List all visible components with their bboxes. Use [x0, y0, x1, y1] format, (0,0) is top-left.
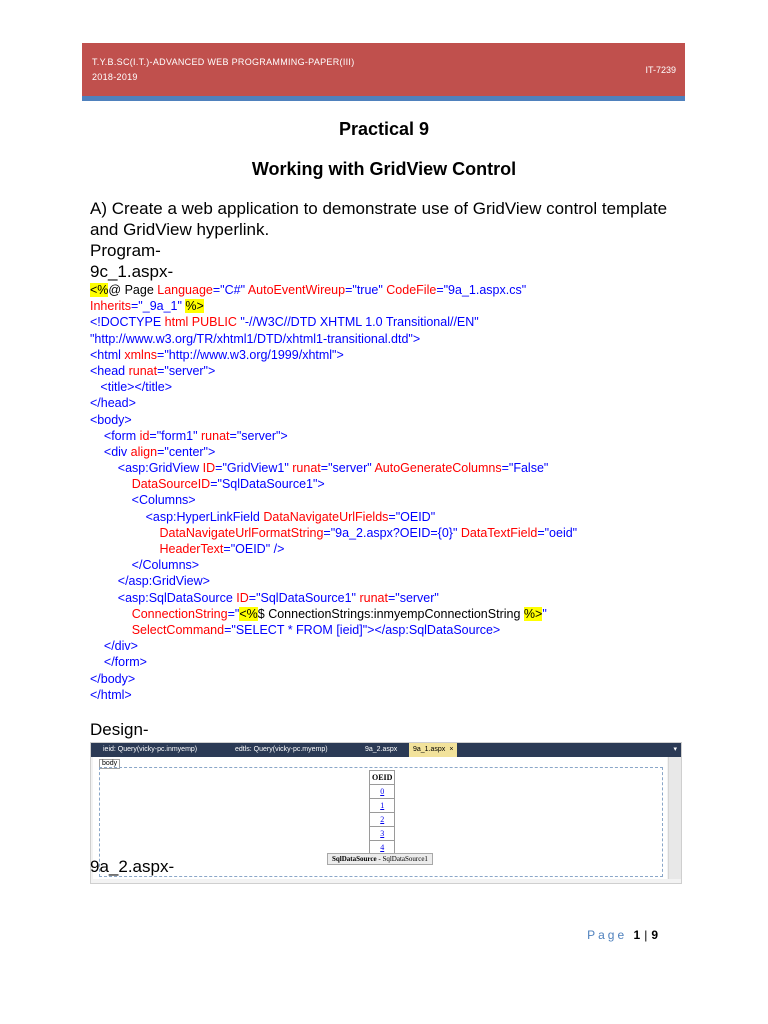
code-token: ID — [202, 461, 216, 476]
code-token: " — [542, 606, 547, 621]
code-token: ConnectionString — [131, 606, 228, 621]
code-line — [90, 444, 690, 460]
code-token: ="9a_1.aspx.cs" — [436, 283, 527, 297]
code-line — [90, 509, 690, 525]
design-canvas — [93, 757, 667, 879]
code-token: </form> — [90, 655, 147, 670]
code-token: xmlns — [124, 347, 158, 362]
code-token — [90, 477, 132, 491]
tab-label: 9a_2.aspx — [365, 746, 398, 753]
code-token: </div> — [90, 639, 138, 654]
page-word: Page — [587, 928, 628, 942]
code-token: DataNavigateUrlFormatString — [159, 525, 324, 540]
header-band — [82, 43, 685, 100]
practical-subtitle: Working with GridView Control — [251, 159, 517, 179]
code-token: AutoEventWireup — [247, 283, 346, 297]
code-token: ="server" — [320, 461, 375, 476]
code-token: ="C#" — [212, 283, 248, 297]
code-line — [90, 476, 690, 492]
code-token: ID — [236, 590, 249, 605]
code-token: ="server"> — [229, 428, 288, 443]
code-token: ="http://www.w3.org/1999/xhtml"> — [157, 347, 344, 362]
code-token: <% — [239, 606, 258, 621]
page-separator: | — [644, 928, 648, 942]
code-line — [90, 606, 690, 622]
code-token: DataSourceID — [131, 477, 211, 492]
grid-cell — [370, 799, 395, 813]
body-tag-label: body — [99, 759, 120, 769]
code-token: %> — [185, 299, 204, 314]
code-line — [90, 347, 690, 363]
code-listing — [90, 282, 690, 703]
code-token: <asp:HyperLinkField — [90, 509, 264, 524]
code-token: ="server"> — [157, 363, 216, 378]
code-line — [90, 363, 690, 379]
code-token: </asp:GridView> — [90, 574, 210, 589]
code-token: runat — [128, 363, 158, 378]
code-token: id — [139, 428, 150, 443]
code-line — [90, 282, 690, 298]
code-token: ="SELECT * FROM [ieid]"></asp:SqlDataSource> — [224, 622, 501, 637]
oeid-link[interactable]: 2 — [380, 815, 385, 824]
code-token: ="form1" — [149, 428, 202, 443]
code-token — [90, 623, 132, 637]
code-token: DataTextField — [460, 525, 538, 540]
code-line — [90, 298, 690, 314]
code-token: runat — [292, 461, 321, 476]
oeid-link[interactable]: 3 — [380, 829, 385, 838]
sds-id: - SqlDataSource1 — [376, 855, 428, 863]
code-token: "http://www.w3.org/TR/xhtml1/DTD/xhtml1-transitional.dtd"> — [90, 331, 421, 346]
code-token: CodeFile — [386, 283, 437, 297]
code-line — [90, 573, 690, 589]
close-icon[interactable]: × — [449, 746, 454, 753]
practical-title: Practical 9 — [338, 119, 430, 139]
code-token: %> — [523, 606, 543, 621]
code-token: <asp:SqlDataSource — [90, 590, 237, 605]
file-name-1: 9c_1.aspx- — [90, 262, 174, 281]
code-token: <asp:GridView — [90, 461, 203, 476]
vertical-scrollbar[interactable] — [668, 757, 681, 879]
tab-3[interactable] — [361, 743, 401, 757]
code-token: AutoGenerateColumns — [374, 461, 502, 476]
editor-tab-bar — [91, 743, 681, 757]
code-token: </body> — [90, 671, 136, 686]
code-token: </Columns> — [90, 558, 200, 573]
code-line — [90, 687, 690, 703]
code-token: "-//W3C//DTD XHTML 1.0 Transitional//EN" — [240, 315, 479, 330]
code-token: <!DOCTYPE — [90, 315, 165, 330]
code-line — [90, 638, 690, 654]
task-description: A) Create a web application to demonstrate use of GridView control template and GridView hyperlink. — [90, 199, 668, 239]
code-token: runat — [201, 428, 230, 443]
oeid-link[interactable]: 0 — [380, 787, 385, 796]
code-line — [90, 428, 690, 444]
code-token: </head> — [90, 396, 136, 411]
code-token: ="False" — [501, 461, 549, 476]
code-token: <body> — [90, 412, 132, 427]
tab-label: edtls: Query(vicky-pc.myemp) — [235, 746, 328, 753]
tab-label: 9a_1.aspx — [413, 746, 446, 753]
code-token — [90, 526, 159, 540]
code-token: $ ConnectionStrings:inmyempConnectionString — [257, 606, 524, 621]
code-token: <form — [90, 428, 140, 443]
code-line — [90, 395, 690, 411]
oeid-link[interactable]: 4 — [380, 843, 385, 852]
grid-header: OEID — [370, 771, 395, 785]
code-line — [90, 460, 690, 476]
code-token: ="GridView1" — [215, 461, 293, 476]
code-token: Inherits — [90, 299, 131, 314]
grid-cell — [370, 827, 395, 841]
code-token: ="OEID" — [388, 509, 436, 524]
code-token: Language — [157, 283, 213, 297]
header-year: 2018-2019 — [92, 72, 138, 82]
code-line — [90, 671, 690, 687]
code-line — [90, 654, 690, 670]
page-footer — [587, 928, 658, 942]
code-line — [90, 590, 690, 606]
code-token: <title></title> — [90, 380, 172, 395]
header-course: T.Y.B.SC(I.T.)-ADVANCED WEB PROGRAMMING-PAPER(III) — [92, 57, 355, 67]
tab-label: ieid: Query(vicky-pc.inmyemp) — [103, 746, 198, 753]
code-token: <head — [90, 363, 129, 378]
page-total: 9 — [651, 928, 658, 942]
file-name-2: 9a_2.aspx- — [90, 857, 175, 876]
code-token: align — [130, 444, 158, 459]
code-token: ="oeid" — [537, 525, 578, 540]
code-line — [90, 331, 690, 347]
code-token: <div — [90, 444, 131, 459]
code-line — [90, 412, 690, 428]
tab-2[interactable] — [231, 743, 332, 757]
code-line — [90, 622, 690, 638]
code-token: <% — [90, 283, 109, 297]
grid-cell — [370, 813, 395, 827]
header-accent-bar — [82, 96, 685, 101]
tab-1[interactable] — [99, 743, 201, 757]
grid-cell — [370, 785, 395, 799]
tab-4[interactable] — [409, 743, 457, 757]
code-line — [90, 541, 690, 557]
design-label: Design- — [90, 720, 149, 739]
code-token: html — [164, 315, 192, 330]
code-line — [90, 557, 690, 573]
table-row — [370, 813, 395, 827]
table-row — [370, 785, 395, 799]
gridview-preview — [369, 770, 395, 855]
code-token: ="true" — [345, 283, 387, 297]
code-token — [90, 607, 132, 621]
header-code: IT-7239 — [645, 65, 676, 75]
code-token: ="OEID" /> — [223, 542, 285, 556]
code-line — [90, 492, 690, 508]
code-token: ="SqlDataSource1"> — [210, 477, 325, 492]
code-token: ="_9a_1" — [131, 299, 186, 314]
code-token: ="server" — [387, 590, 439, 605]
code-token: ="center"> — [157, 444, 216, 459]
sds-type: SqlDataSource — [332, 855, 377, 863]
code-token: runat — [359, 590, 388, 605]
code-token — [90, 542, 159, 556]
code-line — [90, 314, 690, 330]
code-token: <Columns> — [90, 493, 196, 508]
table-row — [370, 799, 395, 813]
code-token: <html — [90, 347, 125, 362]
code-token: =" — [227, 606, 240, 621]
code-token: DataNavigateUrlFields — [263, 509, 389, 524]
oeid-link[interactable]: 1 — [380, 801, 385, 810]
design-view-screenshot — [90, 742, 682, 884]
code-token: ="9a_2.aspx?OEID={0}" — [323, 525, 461, 540]
program-label: Program- — [90, 241, 161, 260]
code-token: SelectCommand — [131, 622, 225, 637]
code-token: PUBLIC — [191, 315, 241, 330]
code-token: HeaderText — [159, 542, 224, 556]
code-token: @ Page — [108, 283, 158, 297]
code-line — [90, 379, 690, 395]
table-row — [370, 827, 395, 841]
code-line — [90, 525, 690, 541]
code-token: </html> — [90, 687, 132, 702]
page-number: 1 — [633, 928, 641, 942]
code-token: ="SqlDataSource1" — [248, 590, 360, 605]
sqldatasource-control — [327, 853, 433, 865]
chevron-down-icon[interactable]: ▾ — [673, 746, 677, 753]
